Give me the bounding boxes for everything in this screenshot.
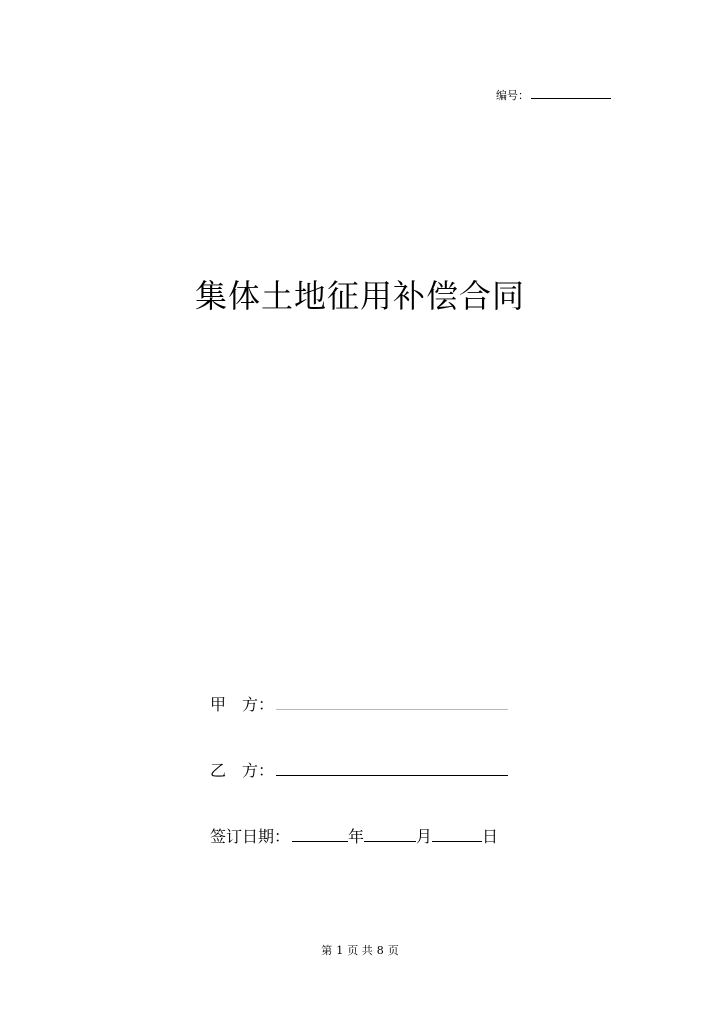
contract-title: 集体土地征用补偿合同 (194, 277, 525, 315)
month-blank-line (364, 827, 416, 842)
footer-mid: 页 共 (347, 944, 373, 957)
party-b-label: 乙 方： (210, 761, 275, 780)
signing-date-row (210, 826, 498, 848)
party-a-label: 甲 方： (210, 695, 275, 714)
party-b-row (210, 760, 508, 782)
day-blank-line (432, 827, 482, 842)
footer-suffix: 页 (387, 944, 399, 957)
serial-number (496, 86, 611, 104)
party-a-blank-line (276, 695, 508, 710)
footer-prefix: 第 (321, 944, 333, 957)
party-b-blank-line (276, 761, 508, 776)
footer-total-pages: 8 (376, 944, 384, 957)
serial-label: 编号： (496, 89, 529, 102)
year-label: 年 (348, 827, 365, 846)
page-footer (0, 944, 720, 958)
serial-blank-line (531, 86, 611, 99)
year-blank-line (292, 827, 348, 842)
signing-date-label: 签订日期： (210, 827, 291, 846)
party-a-row (210, 694, 508, 716)
month-label: 月 (416, 827, 433, 846)
day-label: 日 (482, 827, 499, 846)
footer-current-page: 1 (336, 944, 344, 957)
